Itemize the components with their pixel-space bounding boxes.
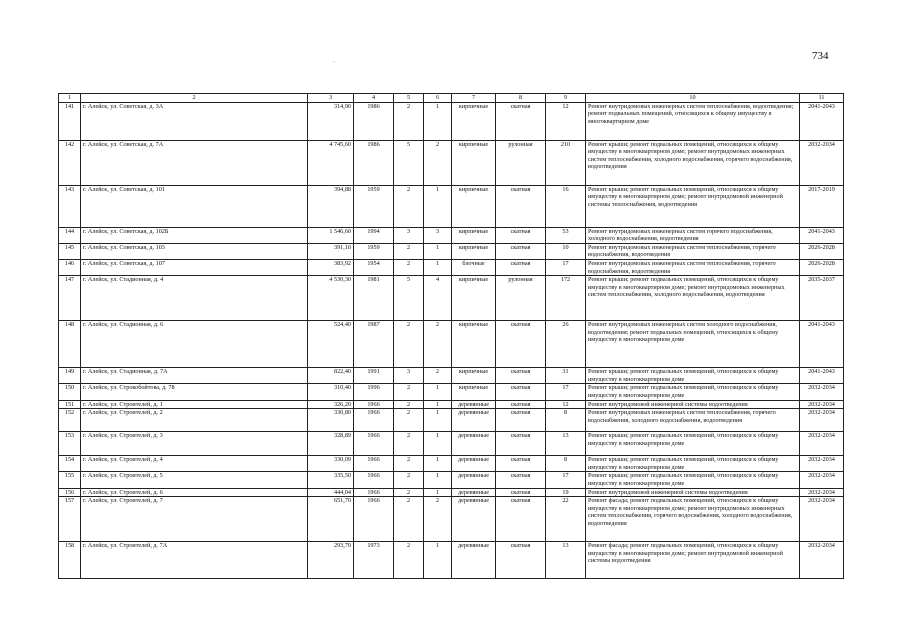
address-cell: г. Алейск, ул. Стадионная, д. 7А <box>81 368 308 384</box>
area-cell: 314,90 <box>308 102 354 140</box>
apartments-cell: 13 <box>546 542 586 579</box>
address-cell: г. Алейск, ул. Советская, д. 102Б <box>81 227 308 243</box>
walls-cell: кирпичные <box>452 321 496 368</box>
works-cell: Ремонт крыши; ремонт подвальных помещений, относящихся к общему имуществу в многоквартирном доме <box>586 456 800 472</box>
column-number: 8 <box>496 94 546 103</box>
table-row <box>59 432 844 456</box>
column-number: 11 <box>800 94 844 103</box>
apartments-cell: 10 <box>546 243 586 259</box>
floors-cell: 3 <box>394 368 424 384</box>
entrances-cell: 2 <box>424 140 452 185</box>
table-row <box>59 368 844 384</box>
year-cell: 1986 <box>354 102 394 140</box>
period-cell: 2032-2034 <box>800 140 844 185</box>
apartments-cell: 22 <box>546 497 586 542</box>
roof-cell: скатная <box>496 472 546 488</box>
area-cell: 330,80 <box>308 409 354 432</box>
roof-cell: скатная <box>496 384 546 400</box>
address-cell: г. Алейск, ул. Советская, д. 101 <box>81 185 308 227</box>
year-cell: 1966 <box>354 432 394 456</box>
floors-cell: 2 <box>394 542 424 579</box>
row-number: 153 <box>59 432 81 456</box>
floors-cell: 2 <box>394 456 424 472</box>
walls-cell: блочные <box>452 259 496 275</box>
floors-cell: 2 <box>394 488 424 497</box>
apartments-cell: 16 <box>546 185 586 227</box>
area-cell: 293,70 <box>308 542 354 579</box>
floors-cell: 3 <box>394 227 424 243</box>
area-cell: 310,40 <box>308 384 354 400</box>
table-row <box>59 472 844 488</box>
area-cell: 444,04 <box>308 488 354 497</box>
address-cell: г. Алейск, ул. Строителей, д. 6 <box>81 488 308 497</box>
row-number: 155 <box>59 472 81 488</box>
period-cell: 2032-2034 <box>800 456 844 472</box>
year-cell: 1991 <box>354 368 394 384</box>
period-cell: 2032-2034 <box>800 409 844 432</box>
floors-cell: 2 <box>394 102 424 140</box>
address-cell: г. Алейск, ул. Стадионная, д. 4 <box>81 276 308 321</box>
address-cell: г. Алейск, ул. Строителей, д. 2 <box>81 409 308 432</box>
table-row <box>59 259 844 275</box>
entrances-cell: 4 <box>424 276 452 321</box>
table-row <box>59 497 844 542</box>
floors-cell: 2 <box>394 321 424 368</box>
year-cell: 1959 <box>354 243 394 259</box>
walls-cell: кирпичные <box>452 227 496 243</box>
walls-cell: кирпичные <box>452 276 496 321</box>
floors-cell: 2 <box>394 497 424 542</box>
apartments-cell: 17 <box>546 472 586 488</box>
entrances-cell: 2 <box>424 497 452 542</box>
works-cell: Ремонт внутридомовых инженерных систем теплоснабжения, горячего водоснабжения, водоотведения <box>586 259 800 275</box>
walls-cell: кирпичные <box>452 243 496 259</box>
address-cell: г. Алейск, ул. Советская, д. 107 <box>81 259 308 275</box>
apartments-cell: 8 <box>546 456 586 472</box>
works-cell: Ремонт крыши; ремонт подвальных помещений, относящихся к общему имуществу в многоквартирном доме <box>586 472 800 488</box>
walls-cell: деревянные <box>452 488 496 497</box>
column-number: 4 <box>354 94 394 103</box>
walls-cell: деревянные <box>452 432 496 456</box>
works-cell: Ремонт внутридомовых инженерных систем теплоснабжения, горячего водоснабжения, водоотведения <box>586 243 800 259</box>
floors-cell: 2 <box>394 243 424 259</box>
entrances-cell: 1 <box>424 472 452 488</box>
period-cell: 2041-2043 <box>800 102 844 140</box>
entrances-cell: 3 <box>424 227 452 243</box>
floors-cell: 2 <box>394 400 424 409</box>
period-cell: 2026-2028 <box>800 243 844 259</box>
year-cell: 1954 <box>354 259 394 275</box>
row-number: 147 <box>59 276 81 321</box>
entrances-cell: 2 <box>424 321 452 368</box>
table-row <box>59 488 844 497</box>
works-cell: Ремонт внутридомовых инженерных систем теплоснабжения, водоотведения; ремонт подвальных помещений, относящихся к общему имуществу в многоквартирном доме <box>586 102 800 140</box>
column-number: 9 <box>546 94 586 103</box>
roof-cell: скатная <box>496 497 546 542</box>
entrances-cell: 1 <box>424 400 452 409</box>
column-number: 6 <box>424 94 452 103</box>
year-cell: 1994 <box>354 227 394 243</box>
works-cell: Ремонт крыши; ремонт подвальных помещений, относящихся к общему имуществу в многоквартирном доме; ремонт внутридомовых инженерных систем теплоснабжения, холодного водоснабжения, водоотведения <box>586 276 800 321</box>
period-cell: 2032-2034 <box>800 488 844 497</box>
apartments-cell: 13 <box>546 432 586 456</box>
year-cell: 1966 <box>354 409 394 432</box>
apartments-cell: 12 <box>546 400 586 409</box>
period-cell: 2041-2043 <box>800 321 844 368</box>
address-cell: г. Алейск, ул. Советская, д. 3А <box>81 102 308 140</box>
area-cell: 383,92 <box>308 259 354 275</box>
apartments-cell: 17 <box>546 259 586 275</box>
walls-cell: кирпичные <box>452 368 496 384</box>
year-cell: 1966 <box>354 497 394 542</box>
entrances-cell: 1 <box>424 542 452 579</box>
entrances-cell: 1 <box>424 185 452 227</box>
works-cell: Ремонт крыши; ремонт подвальных помещений, относящихся к общему имуществу в многоквартирном доме <box>586 432 800 456</box>
area-cell: 1 546,60 <box>308 227 354 243</box>
roof-cell: скатная <box>496 259 546 275</box>
walls-cell: кирпичные <box>452 102 496 140</box>
works-cell: Ремонт фасада; ремонт подвальных помещений, относящихся к общему имуществу в многоквартирном доме; ремонт внутридомовой инженерной системы водоотведения <box>586 542 800 579</box>
row-number: 148 <box>59 321 81 368</box>
period-cell: 2032-2034 <box>800 472 844 488</box>
works-cell: Ремонт крыши; ремонт подвальных помещений, относящихся к общему имуществу в многоквартирном доме; ремонт внутридомовой инженерной системы теплоснабжения, водоотведения <box>586 185 800 227</box>
entrances-cell: 1 <box>424 432 452 456</box>
row-number: 143 <box>59 185 81 227</box>
walls-cell: деревянные <box>452 497 496 542</box>
year-cell: 1966 <box>354 400 394 409</box>
floors-cell: 2 <box>394 259 424 275</box>
address-cell: г. Алейск, ул. Строителей, д. 1 <box>81 400 308 409</box>
table-row <box>59 243 844 259</box>
column-number-row <box>59 94 844 103</box>
table-row <box>59 409 844 432</box>
walls-cell: деревянные <box>452 542 496 579</box>
period-cell: 2017-2019 <box>800 185 844 227</box>
roof-cell: рулонная <box>496 140 546 185</box>
table-row <box>59 321 844 368</box>
area-cell: 330,09 <box>308 456 354 472</box>
address-cell: г. Алейск, ул. Строителей, д. 7А <box>81 542 308 579</box>
entrances-cell: 1 <box>424 243 452 259</box>
period-cell: 2035-2037 <box>800 276 844 321</box>
works-cell: Ремонт внутридомовой инженерной системы водоотведения <box>586 400 800 409</box>
roof-cell: скатная <box>496 432 546 456</box>
apartments-cell: 17 <box>546 384 586 400</box>
roof-cell: скатная <box>496 321 546 368</box>
row-number: 145 <box>59 243 81 259</box>
period-cell: 2032-2034 <box>800 497 844 542</box>
walls-cell: деревянные <box>452 409 496 432</box>
works-cell: Ремонт внутридомовых инженерных систем горячего водоснабжения, холодного водоснабжения, водоотведения <box>586 227 800 243</box>
entrances-cell: 1 <box>424 259 452 275</box>
row-number: 150 <box>59 384 81 400</box>
area-cell: 822,40 <box>308 368 354 384</box>
row-number: 152 <box>59 409 81 432</box>
address-cell: г. Алейск, ул. Советская, д. 7А <box>81 140 308 185</box>
area-cell: 335,50 <box>308 472 354 488</box>
column-number: 7 <box>452 94 496 103</box>
area-cell: 328,89 <box>308 432 354 456</box>
column-number: 1 <box>59 94 81 103</box>
walls-cell: кирпичные <box>452 384 496 400</box>
housing-table <box>58 93 844 579</box>
page-number: 734 <box>812 50 829 62</box>
walls-cell: деревянные <box>452 456 496 472</box>
address-cell: г. Алейск, ул. Строителей, д. 7 <box>81 497 308 542</box>
address-cell: г. Алейск, ул. Строителей, д. 4 <box>81 456 308 472</box>
roof-cell: скатная <box>496 102 546 140</box>
area-cell: 326,20 <box>308 400 354 409</box>
page-mark: . <box>333 55 335 64</box>
table-row <box>59 400 844 409</box>
row-number: 157 <box>59 497 81 542</box>
address-cell: г. Алейск, ул. Строкобойтова, д. 78 <box>81 384 308 400</box>
period-cell: 2041-2043 <box>800 368 844 384</box>
row-number: 149 <box>59 368 81 384</box>
works-cell: Ремонт внутридомовой инженерной системы водоотведения <box>586 488 800 497</box>
roof-cell: скатная <box>496 488 546 497</box>
area-cell: 391,10 <box>308 243 354 259</box>
column-number: 2 <box>81 94 308 103</box>
period-cell: 2032-2034 <box>800 542 844 579</box>
period-cell: 2032-2034 <box>800 432 844 456</box>
entrances-cell: 2 <box>424 368 452 384</box>
apartments-cell: 12 <box>546 102 586 140</box>
walls-cell: кирпичные <box>452 140 496 185</box>
column-number: 3 <box>308 94 354 103</box>
apartments-cell: 53 <box>546 227 586 243</box>
column-number: 10 <box>586 94 800 103</box>
entrances-cell: 1 <box>424 488 452 497</box>
roof-cell: рулонная <box>496 276 546 321</box>
table-row <box>59 102 844 140</box>
table-row <box>59 227 844 243</box>
roof-cell: скатная <box>496 185 546 227</box>
apartments-cell: 19 <box>546 488 586 497</box>
apartments-cell: 31 <box>546 368 586 384</box>
year-cell: 1986 <box>354 140 394 185</box>
year-cell: 1981 <box>354 276 394 321</box>
year-cell: 1966 <box>354 488 394 497</box>
roof-cell: скатная <box>496 243 546 259</box>
table-row <box>59 542 844 579</box>
roof-cell: скатная <box>496 409 546 432</box>
works-cell: Ремонт крыши; ремонт подвальных помещений, относящихся к общему имуществу в многоквартирном доме; ремонт внутридомовых инженерных систем теплоснабжения, холодного водоснабжения, горячего водоснабжения, водоотведения <box>586 140 800 185</box>
area-cell: 524,40 <box>308 321 354 368</box>
floors-cell: 5 <box>394 140 424 185</box>
roof-cell: скатная <box>496 227 546 243</box>
walls-cell: кирпичные <box>452 185 496 227</box>
apartments-cell: 210 <box>546 140 586 185</box>
apartments-cell: 8 <box>546 409 586 432</box>
row-number: 144 <box>59 227 81 243</box>
table-row <box>59 384 844 400</box>
period-cell: 2026-2028 <box>800 259 844 275</box>
year-cell: 1966 <box>354 472 394 488</box>
row-number: 146 <box>59 259 81 275</box>
entrances-cell: 1 <box>424 409 452 432</box>
row-number: 142 <box>59 140 81 185</box>
table-row <box>59 140 844 185</box>
entrances-cell: 1 <box>424 456 452 472</box>
works-cell: Ремонт внутридомовых инженерных систем холодного водоснабжения, водоотведения; ремонт подвальных помещений, относящихся к общему имуществу в многоквартирном доме <box>586 321 800 368</box>
year-cell: 1996 <box>354 384 394 400</box>
row-number: 151 <box>59 400 81 409</box>
area-cell: 4 745,60 <box>308 140 354 185</box>
works-cell: Ремонт внутридомовых инженерных систем теплоснабжения, горячего водоснабжения, холодного водоснабжения, водоотведения <box>586 409 800 432</box>
year-cell: 1987 <box>354 321 394 368</box>
roof-cell: скатная <box>496 400 546 409</box>
walls-cell: деревянные <box>452 400 496 409</box>
area-cell: 651,70 <box>308 497 354 542</box>
floors-cell: 2 <box>394 472 424 488</box>
roof-cell: скатная <box>496 456 546 472</box>
entrances-cell: 1 <box>424 102 452 140</box>
year-cell: 1973 <box>354 542 394 579</box>
roof-cell: скатная <box>496 368 546 384</box>
address-cell: г. Алейск, ул. Стадионная, д. 6 <box>81 321 308 368</box>
column-number: 5 <box>394 94 424 103</box>
table-row <box>59 456 844 472</box>
works-cell: Ремонт крыши; ремонт подвальных помещений, относящихся к общему имуществу в многоквартирном доме <box>586 368 800 384</box>
roof-cell: скатная <box>496 542 546 579</box>
row-number: 158 <box>59 542 81 579</box>
address-cell: г. Алейск, ул. Строителей, д. 5 <box>81 472 308 488</box>
row-number: 141 <box>59 102 81 140</box>
floors-cell: 2 <box>394 384 424 400</box>
period-cell: 2032-2034 <box>800 384 844 400</box>
year-cell: 1959 <box>354 185 394 227</box>
table-row <box>59 276 844 321</box>
floors-cell: 2 <box>394 409 424 432</box>
floors-cell: 2 <box>394 432 424 456</box>
floors-cell: 5 <box>394 276 424 321</box>
works-cell: Ремонт фасада; ремонт подвальных помещений, относящихся к общему имуществу в многоквартирном доме; ремонт внутридомовых инженерных систем теплоснабжения, горячего водоснабжения, холодного водоснабжения, водоотведения <box>586 497 800 542</box>
address-cell: г. Алейск, ул. Советская, д. 103 <box>81 243 308 259</box>
period-cell: 2041-2043 <box>800 227 844 243</box>
walls-cell: деревянные <box>452 472 496 488</box>
row-number: 154 <box>59 456 81 472</box>
row-number: 156 <box>59 488 81 497</box>
entrances-cell: 1 <box>424 384 452 400</box>
works-cell: Ремонт крыши; ремонт подвальных помещений, относящихся к общему имуществу в многоквартирном доме <box>586 384 800 400</box>
apartments-cell: 26 <box>546 321 586 368</box>
address-cell: г. Алейск, ул. Строителей, д. 3 <box>81 432 308 456</box>
year-cell: 1966 <box>354 456 394 472</box>
apartments-cell: 172 <box>546 276 586 321</box>
period-cell: 2032-2034 <box>800 400 844 409</box>
area-cell: 4 530,30 <box>308 276 354 321</box>
floors-cell: 2 <box>394 185 424 227</box>
area-cell: 394,88 <box>308 185 354 227</box>
table-row <box>59 185 844 227</box>
